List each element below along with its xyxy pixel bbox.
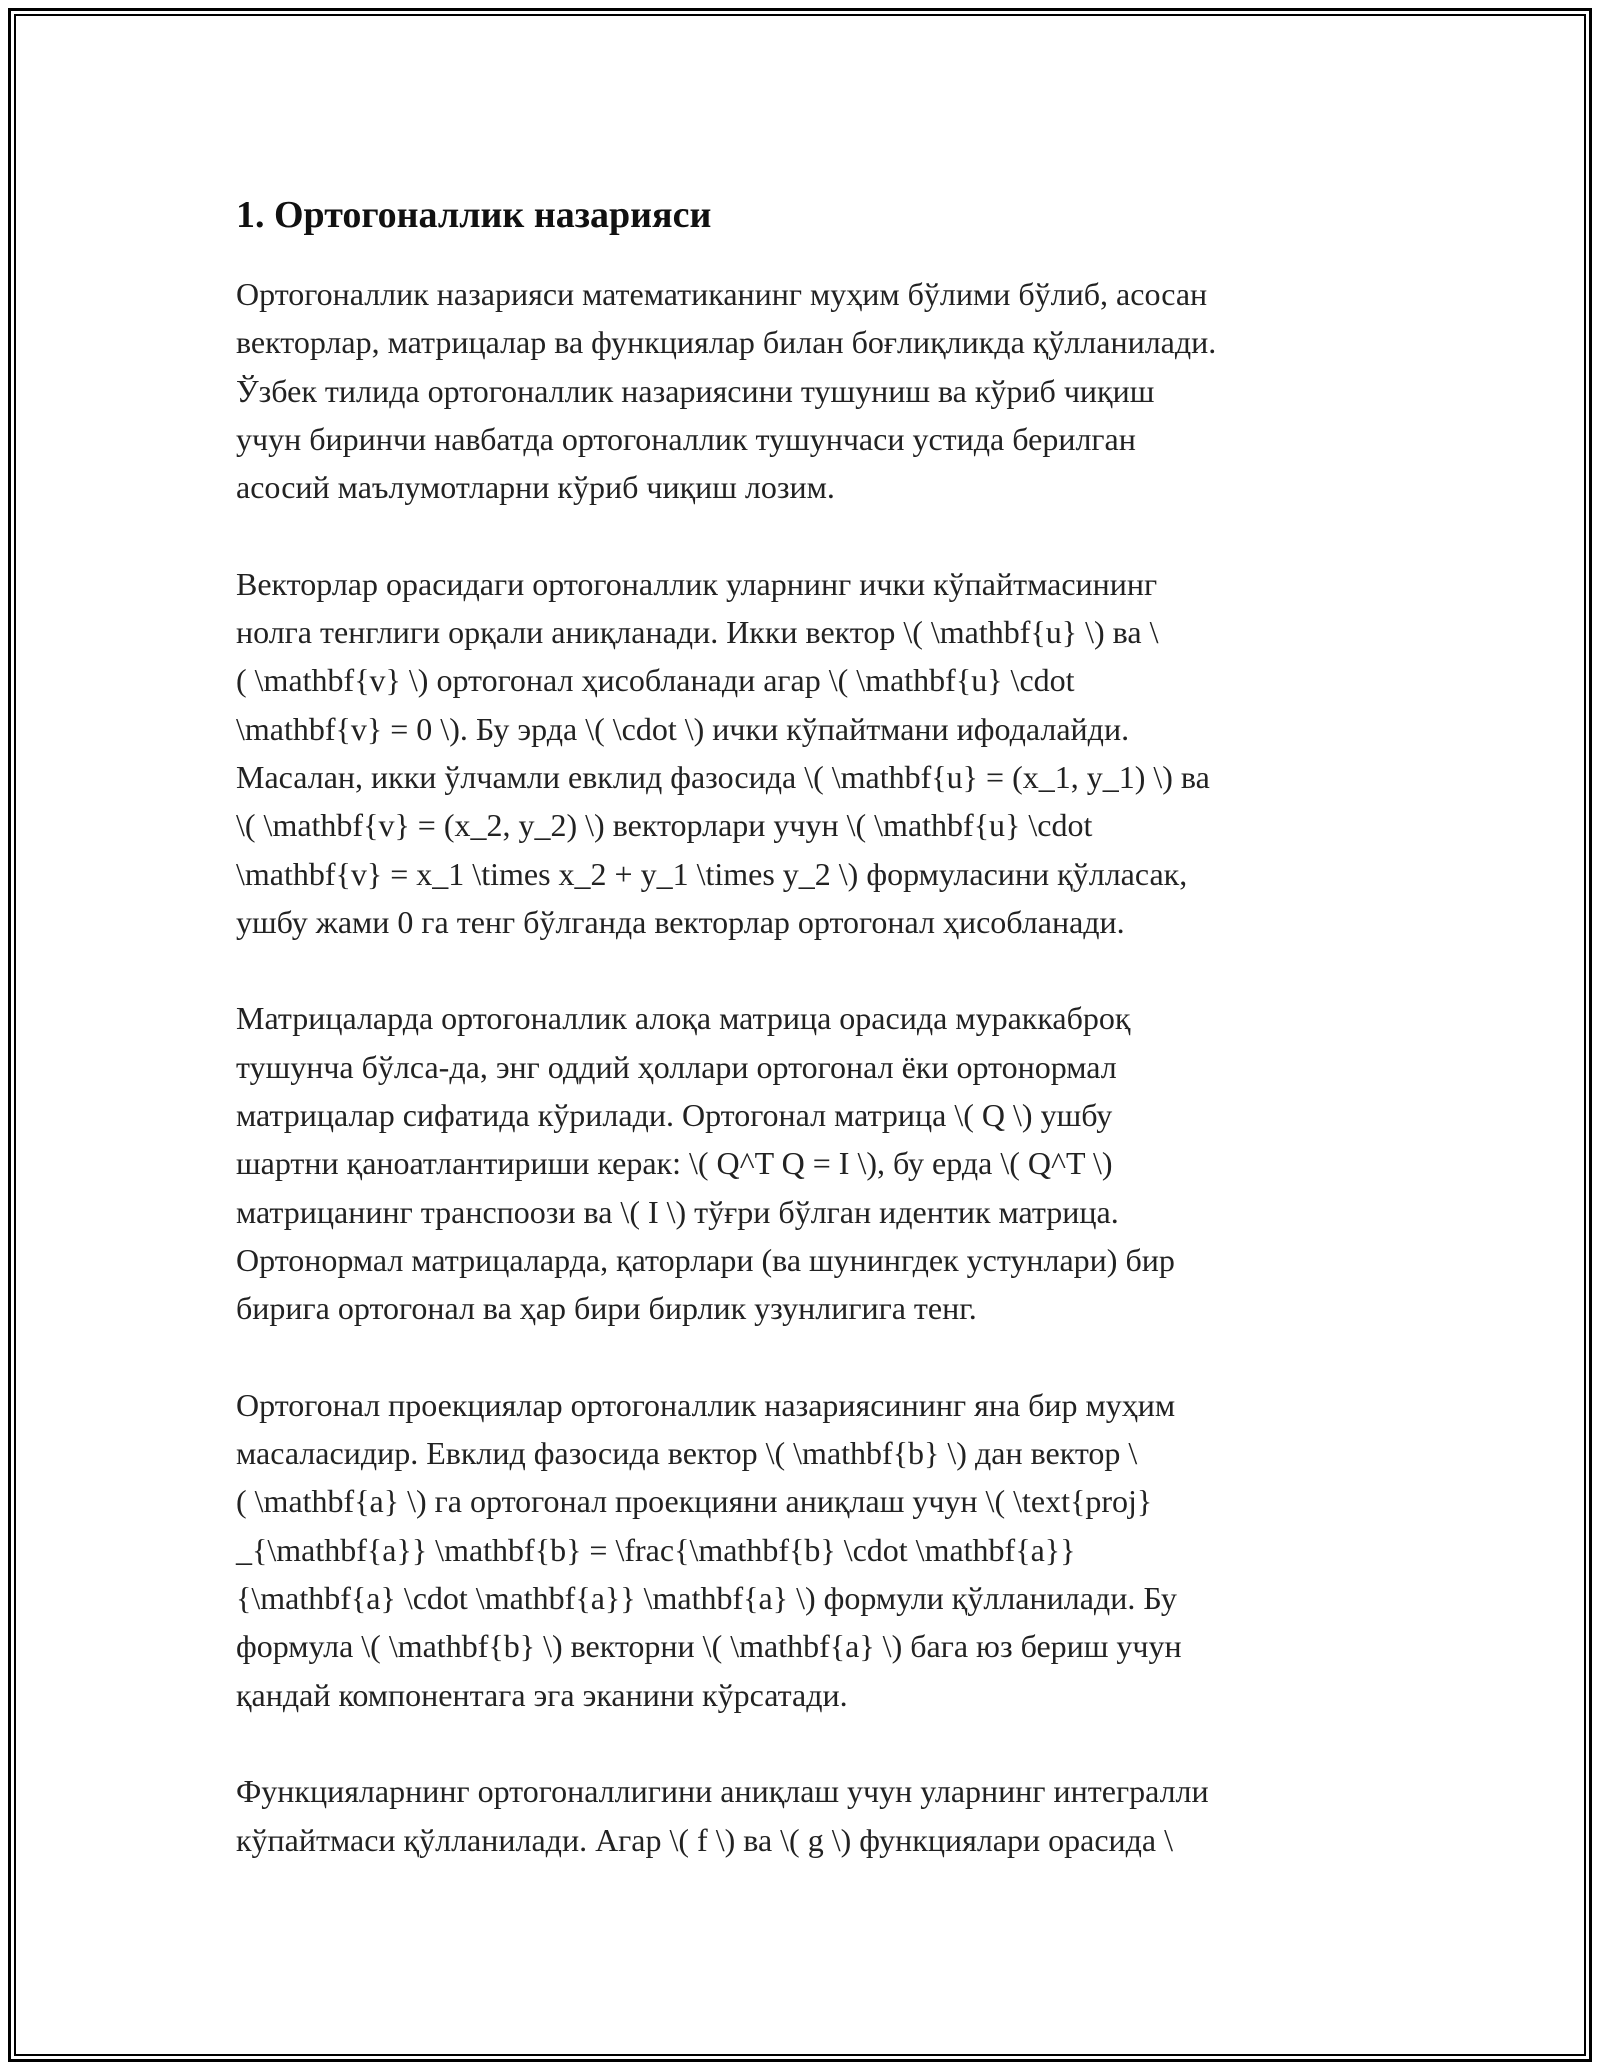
paragraph-vectors: Векторлар орасидаги ортогоналлик уларнинг ички кўпайтмасининг нолга тенглиги орқали аниқланади. Икки вектор \( \mathbf{u} \) ва \ ( \mathbf{v} \) ортогонал ҳисобланади агар \( \mathbf{u} \cdot \mathbf{v} = 0 \). Бу эрда \( \cdot \) ички кўпайтмани ифодалайди. Масалан, икки ўлчамли евклид фазосида \( \mathbf{u} = (x_1, y_1) \) ва \( \mathbf{v} = (x_2, y_2) \) векторлари учун \( \mathbf{u} \cdot \mathbf{v} = x_1 \times x_2 + y_1 \times y_2 \) формуласини қўлласак, ушбу жами 0 га тенг бўлганда векторлар ортогонал ҳисобланади. [236,565,1210,940]
paragraph-functions: Функцияларнинг ортогоналлигини аниқлаш учун уларнинг интегралли кўпайтмаси қўлланилади. Агар \( f \) ва \( g \) функциялари орасида \ [236,1773,1209,1858]
document-body [236,186,1376,1912]
paragraph-matrices: Матрицаларда ортогоналлик алоқа матрица орасида мураккаброқ тушунча бўлса-да, энг оддий ҳоллари ортогонал ёки ортонормал матрицалар сифатида кўрилади. Ортогонал матрица \( Q \) ушбу шартни қаноатлантириши керак: \( Q^T Q = I \), бу ерда \( Q^T \) матрицанинг транспоози ва \( I \) тўғри бўлган идентик матрица. Ортонормал матрицаларда, қаторлари (ва шунингдек устунлари) бир бирига ортогонал ва ҳар бири бирлик узунлигига тенг. [236,1000,1175,1327]
paragraph-intro: Ортогоналлик назарияси математиканинг муҳим бўлими бўлиб, асосан векторлар, матрицалар ва функциялар билан боғлиқликда қўлланилади. Ўзбек тилида ортогоналлик назариясини тушуниш ва кўриб чиқиш учун биринчи навбатда ортогоналлик тушунчаси устида берилган асосий маълумотларни кўриб чиқиш лозим. [236,276,1217,506]
paragraph-projections: Ортогонал проекциялар ортогоналлик назариясининг яна бир муҳим масаласидир. Евклид фазосида вектор \( \mathbf{b} \) дан вектор \ ( \mathbf{a} \) га ортогонал проекцияни аниқлаш учун \( \text{proj} _{\mathbf{a}} \mathbf{b} = \frac{\mathbf{b} \cdot \mathbf{a}} {\mathbf{a} \cdot \mathbf{a}} \mathbf{a} \) формули қўлланилади. Бу формула \( \mathbf{b} \) векторни \( \mathbf{a} \) бага юз бериш учун қандай компонентага эга эканини кўрсатади. [236,1386,1182,1713]
section-heading: 1. Ортогоналлик назарияси [236,194,712,236]
